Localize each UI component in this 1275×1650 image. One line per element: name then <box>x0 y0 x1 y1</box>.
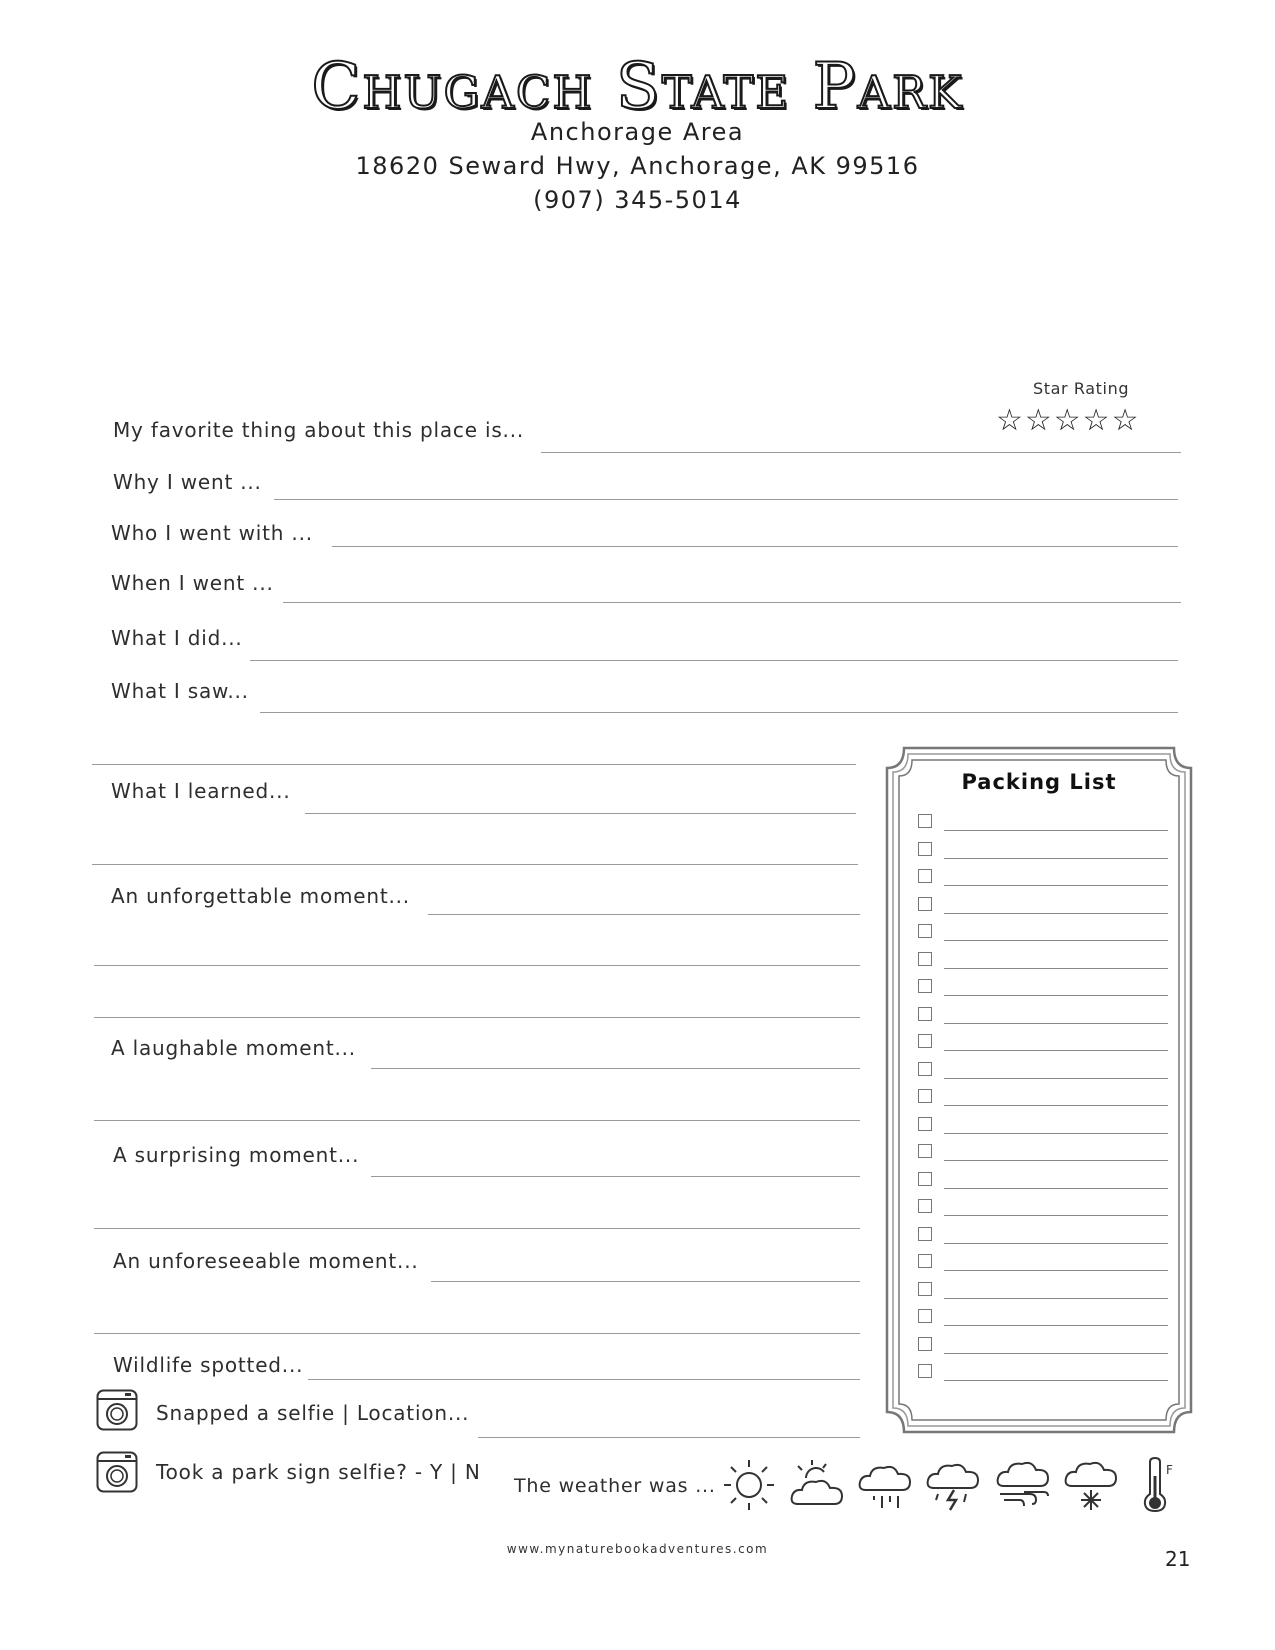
why-line[interactable] <box>274 499 1178 500</box>
star-rating-stars[interactable]: ☆☆☆☆☆ <box>996 403 1141 438</box>
checkbox[interactable] <box>918 869 932 883</box>
prompt-laughable: A laughable moment... <box>111 1036 356 1060</box>
saw-extra-line[interactable] <box>92 764 856 765</box>
checkbox[interactable] <box>918 1282 932 1296</box>
packing-list-item[interactable] <box>918 1335 1168 1357</box>
packing-item-line[interactable] <box>944 940 1168 941</box>
packing-list-item[interactable] <box>918 1142 1168 1164</box>
region-text: Anchorage Area <box>530 118 745 146</box>
packing-list-item[interactable] <box>918 812 1168 834</box>
packing-list-item[interactable] <box>918 977 1168 999</box>
prompt-learned: What I learned... <box>111 779 291 803</box>
packing-item-line[interactable] <box>944 913 1168 914</box>
packing-item-line[interactable] <box>944 1188 1168 1189</box>
packing-item-line[interactable] <box>944 1023 1168 1024</box>
checkbox[interactable] <box>918 1364 932 1378</box>
when-line[interactable] <box>283 602 1181 603</box>
checkbox[interactable] <box>918 1062 932 1076</box>
prompt-weather: The weather was ... <box>514 1475 716 1497</box>
unforgettable-extra-line-2[interactable] <box>94 1017 860 1018</box>
checkbox[interactable] <box>918 1089 932 1103</box>
packing-item-line[interactable] <box>944 995 1168 996</box>
checkbox[interactable] <box>918 814 932 828</box>
packing-list-item[interactable] <box>918 950 1168 972</box>
packing-item-line[interactable] <box>944 1105 1168 1106</box>
laughable-line[interactable] <box>371 1068 860 1069</box>
packing-item-line[interactable] <box>944 1270 1168 1271</box>
checkbox[interactable] <box>918 1144 932 1158</box>
saw-line[interactable] <box>260 712 1178 713</box>
packing-list-item[interactable] <box>918 1362 1168 1384</box>
packing-item-line[interactable] <box>944 1215 1168 1216</box>
checkbox[interactable] <box>918 952 932 966</box>
packing-item-line[interactable] <box>944 1243 1168 1244</box>
rain-icon[interactable] <box>856 1456 914 1514</box>
packing-item-line[interactable] <box>944 1160 1168 1161</box>
prompt-why: Why I went ... <box>113 470 262 494</box>
prompt-favorite: My favorite thing about this place is... <box>113 418 525 442</box>
packing-item-line[interactable] <box>944 858 1168 859</box>
checkbox[interactable] <box>918 979 932 993</box>
prompt-wildlife: Wildlife spotted... <box>113 1353 304 1377</box>
snow-icon[interactable] <box>1062 1456 1120 1514</box>
packing-list-item[interactable] <box>918 1280 1168 1302</box>
packing-list-item[interactable] <box>918 1170 1168 1192</box>
packing-item-line[interactable] <box>944 1325 1168 1326</box>
packing-item-line[interactable] <box>944 1380 1168 1381</box>
prompt-who: Who I went with ... <box>111 521 313 545</box>
checkbox[interactable] <box>918 897 932 911</box>
thermometer-icon[interactable] <box>1138 1456 1178 1514</box>
star-rating-label: Star Rating <box>1033 379 1130 398</box>
packing-list-item[interactable] <box>918 1252 1168 1274</box>
camera-icon <box>96 1389 138 1431</box>
prompt-unforeseeable: An unforeseeable moment... <box>113 1249 419 1273</box>
unforgettable-line[interactable] <box>428 914 860 915</box>
did-line[interactable] <box>250 660 1178 661</box>
packing-list-title: Packing List <box>961 770 1117 794</box>
partly-cloudy-icon[interactable] <box>788 1456 846 1514</box>
prompt-selfie: Snapped a selfie | Location... <box>156 1401 470 1425</box>
packing-list-item[interactable] <box>918 895 1168 917</box>
checkbox[interactable] <box>918 1034 932 1048</box>
packing-item-line[interactable] <box>944 1078 1168 1079</box>
checkbox[interactable] <box>918 1227 932 1241</box>
packing-item-line[interactable] <box>944 830 1168 831</box>
prompt-surprising: A surprising moment... <box>113 1143 360 1167</box>
prompt-when: When I went ... <box>111 571 274 595</box>
packing-list-item[interactable] <box>918 1307 1168 1329</box>
page-number: 21 <box>1165 1547 1191 1571</box>
prompt-saw: What I saw... <box>111 679 249 703</box>
camera-icon <box>96 1451 138 1493</box>
checkbox[interactable] <box>918 1254 932 1268</box>
unforeseeable-line[interactable] <box>431 1281 860 1282</box>
checkbox[interactable] <box>918 1007 932 1021</box>
checkbox[interactable] <box>918 1172 932 1186</box>
wind-icon[interactable] <box>994 1456 1052 1514</box>
packing-item-line[interactable] <box>944 1050 1168 1051</box>
checkbox[interactable] <box>918 1117 932 1131</box>
packing-item-line[interactable] <box>944 1298 1168 1299</box>
packing-item-line[interactable] <box>944 1133 1168 1134</box>
phone-text: (907) 345-5014 <box>533 186 742 214</box>
favorite-line[interactable] <box>541 452 1181 453</box>
packing-item-line[interactable] <box>944 885 1168 886</box>
footer-url: www.mynaturebookadventures.com <box>506 1542 769 1556</box>
page-title: Chugach State Park <box>311 50 964 124</box>
surprising-line[interactable] <box>371 1176 860 1177</box>
packing-list-item[interactable] <box>918 922 1168 944</box>
laughable-extra-line[interactable] <box>94 1120 860 1121</box>
prompt-unforgettable: An unforgettable moment... <box>111 884 410 908</box>
prompt-sign-selfie: Took a park sign selfie? - Y | N <box>156 1460 481 1484</box>
surprising-extra-line[interactable] <box>94 1228 860 1229</box>
who-line[interactable] <box>332 546 1178 547</box>
unforgettable-extra-line-1[interactable] <box>94 965 860 966</box>
packing-list-item[interactable] <box>918 1115 1168 1137</box>
address-text: 18620 Seward Hwy, Anchorage, AK 99516 <box>355 152 920 180</box>
packing-list-item[interactable] <box>918 1225 1168 1247</box>
packing-list-item[interactable] <box>918 840 1168 862</box>
packing-list-item[interactable] <box>918 867 1168 889</box>
thunderstorm-icon[interactable] <box>924 1456 982 1514</box>
checkbox[interactable] <box>918 1199 932 1213</box>
packing-item-line[interactable] <box>944 968 1168 969</box>
packing-list-item[interactable] <box>918 1032 1168 1054</box>
unforeseeable-extra-line[interactable] <box>94 1333 860 1334</box>
packing-item-line[interactable] <box>944 1353 1168 1354</box>
learned-extra-line[interactable] <box>92 864 858 865</box>
packing-list-item[interactable] <box>918 1197 1168 1219</box>
packing-list-item[interactable] <box>918 1087 1168 1109</box>
checkbox[interactable] <box>918 924 932 938</box>
checkbox[interactable] <box>918 842 932 856</box>
sun-icon[interactable] <box>720 1456 778 1514</box>
selfie-location-line[interactable] <box>478 1437 860 1438</box>
packing-list-item[interactable] <box>918 1005 1168 1027</box>
learned-line[interactable] <box>305 813 856 814</box>
wildlife-line[interactable] <box>308 1379 860 1380</box>
checkbox[interactable] <box>918 1337 932 1351</box>
prompt-did: What I did... <box>111 626 243 650</box>
packing-list-item[interactable] <box>918 1060 1168 1082</box>
checkbox[interactable] <box>918 1309 932 1323</box>
svg-text:F: F <box>1166 1463 1173 1477</box>
